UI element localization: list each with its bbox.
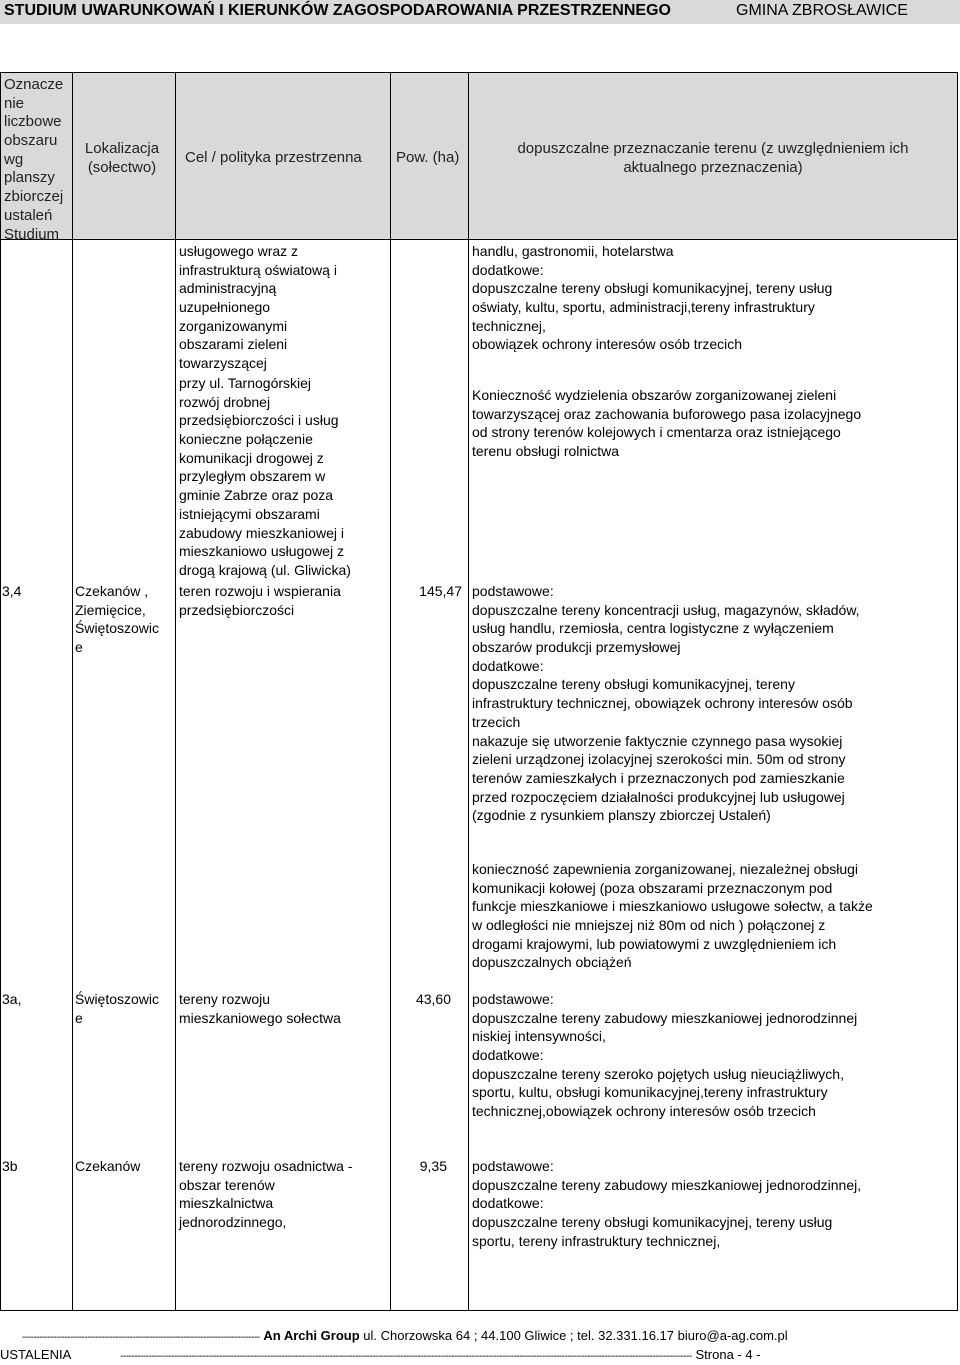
header-col-id: Oznacze nie liczbowe obszaru wg planszy zbiorczej ustaleń Studium bbox=[4, 76, 64, 243]
column-divider bbox=[175, 72, 176, 1310]
row-location: Czekanów bbox=[75, 1158, 141, 1174]
row-area: 43,60 bbox=[415, 991, 451, 1007]
row-goal: tereny rozwoju osadnictwa - obszar terenów mieszkalnictwa jednorodzinnego, bbox=[179, 1158, 353, 1231]
row-location: Czekanów , Ziemięcice, Świętoszowic e bbox=[75, 583, 160, 656]
column-divider bbox=[468, 72, 469, 1310]
row-id: 3a, bbox=[2, 991, 22, 1007]
row-usage: podstawowe: dopuszczalne tereny zabudowy mieszkaniowej jednorodzinnej niskiej intensywności, dodatkowe: dopuszczalne tereny szeroko pojętych usług nieuciążliwych, sportu, kultu, obsługi komunikacyjnej,tereny infrastruktury technicznej,obowiązek ochrony interesów osób trzecich bbox=[472, 991, 858, 1120]
row-area: 9,35 bbox=[419, 1158, 447, 1174]
row-usage: podstawowe: dopuszczalne tereny koncentracji usług, magazynów, składów, usług handlu, rzemiosła, centra logistyczne z wyłączeniem obszarów produkcji przemysłowej dodatkowe: dopuszczalne tereny obsługi komunikacyjnej, tereny infrastruktury technicznej, obowiązek ochrony interesów osób trzecich nakazuje się utworzenie faktycznie czynnego pasa wysokiej zieleni urządzonej izolacyjnej szerokości min. 50m od strony terenów zamieszkałych i przeznaczonych pod zamieszkanie przed rozpoczęciem działalności produkcyjnej lub usługowej (zgodnie z rysunkiem planszy zbiorczej Ustaleń) bbox=[472, 583, 860, 824]
column-divider bbox=[0, 72, 1, 1310]
column-divider bbox=[390, 72, 391, 1310]
row-id: 3b bbox=[2, 1158, 18, 1174]
table-bottom-border bbox=[0, 1310, 958, 1311]
footer-page-line bbox=[0, 1347, 761, 1362]
gmina-name: GMINA ZBROSŁAWICE bbox=[736, 2, 908, 19]
footer-dashes: ------------------------------------------------------------------------------------ bbox=[22, 1332, 260, 1343]
row-usage-note: konieczność zapewnienia zorganizowanej, niezależnej obsługi komunikacji kołowej (poza obszarami przeznaczonym pod funkcje mieszkaniowe i mieszkaniowo usługowe sołectw, a także w odległości nie mniejszej niż 80m od nich ) połączonej z drogami krajowymi, lub powiatowymi z uwzględnieniem ich dopuszczalnych obciążeń bbox=[472, 861, 873, 971]
goal-text: przy ul. Tarnogórskiej rozwój drobnej przedsiębiorczości i usług konieczne połączenie komunikacji drogowej z przyległym obszarem w gminie Zabrze oraz poza istniejącymi obszarami zabudowy mieszkaniowej i mieszkaniowo usługowej z drogą krajową (ul. Gliwicka) bbox=[179, 375, 351, 578]
usage-text: handlu, gastronomii, hotelarstwa dodatkowe: dopuszczalne tereny obsługi komunikacyjnej, tereny usług oświaty, kultu, sportu, administracji,tereny infrastruktury technicznej, obowiązek ochrony interesów osób trzecich bbox=[472, 243, 833, 353]
footer-dashes: ---------------------------------------------------------------------------------------------------------------------------------------------------------------------------------------------------------- bbox=[120, 1351, 692, 1362]
footer-section: USTALENIA bbox=[0, 1347, 71, 1362]
header-col-location: Lokalizacja (sołectwo) bbox=[84, 140, 160, 176]
row-goal: teren rozwoju i wspierania przedsiębiorczości bbox=[179, 583, 341, 618]
row-goal: tereny rozwoju mieszkaniowego sołectwa bbox=[179, 991, 341, 1026]
header-col-area: Pow. (ha) bbox=[396, 149, 460, 166]
table-header bbox=[0, 72, 958, 243]
row-usage: podstawowe: dopuszczalne tereny zabudowy mieszkaniowej jednorodzinnej, dodatkowe: dopuszczalne tereny obsługi komunikacyjnej, tereny usług sportu, tereny infrastruktury technicznej, bbox=[472, 1158, 862, 1249]
footer-company: An Archi Group bbox=[263, 1328, 360, 1343]
footer-address: ul. Chorzowska 64 ; 44.100 Gliwice ; tel. 32.331.16.17 biuro@a-ag.com.pl bbox=[363, 1328, 788, 1343]
row-id: 3,4 bbox=[2, 583, 22, 599]
column-divider bbox=[957, 72, 958, 1310]
header-col-usage: dopuszczalne przeznaczanie terenu (z uwzględnieniem ich aktualnego przeznaczenia) bbox=[517, 140, 909, 176]
document-title: STUDIUM UWARUNKOWAŃ I KIERUNKÓW ZAGOSPODAROWANIA PRZESTRZENNEGO bbox=[4, 2, 671, 19]
footer-page: Strona - 4 - bbox=[695, 1347, 761, 1362]
column-divider bbox=[72, 72, 73, 1310]
row-area: 145,47 bbox=[419, 583, 462, 599]
usage-text: Konieczność wydzielenia obszarów zorganizowanej zieleni towarzyszącej oraz zachowania buforowego pasa izolacyjnego od strony terenów kolejowych i cmentarza oraz istniejącego terenu obsługi rolnictwa bbox=[472, 387, 862, 460]
row-location: Świętoszowic e bbox=[75, 991, 160, 1026]
footer-company-line bbox=[22, 1328, 788, 1343]
header-col-goal: Cel / polityka przestrzenna bbox=[185, 149, 362, 166]
goal-text: usługowego wraz z infrastrukturą oświatową i administracyjną uzupełnionego zorganizowanymi obszarami zieleni towarzyszącej bbox=[179, 243, 337, 372]
